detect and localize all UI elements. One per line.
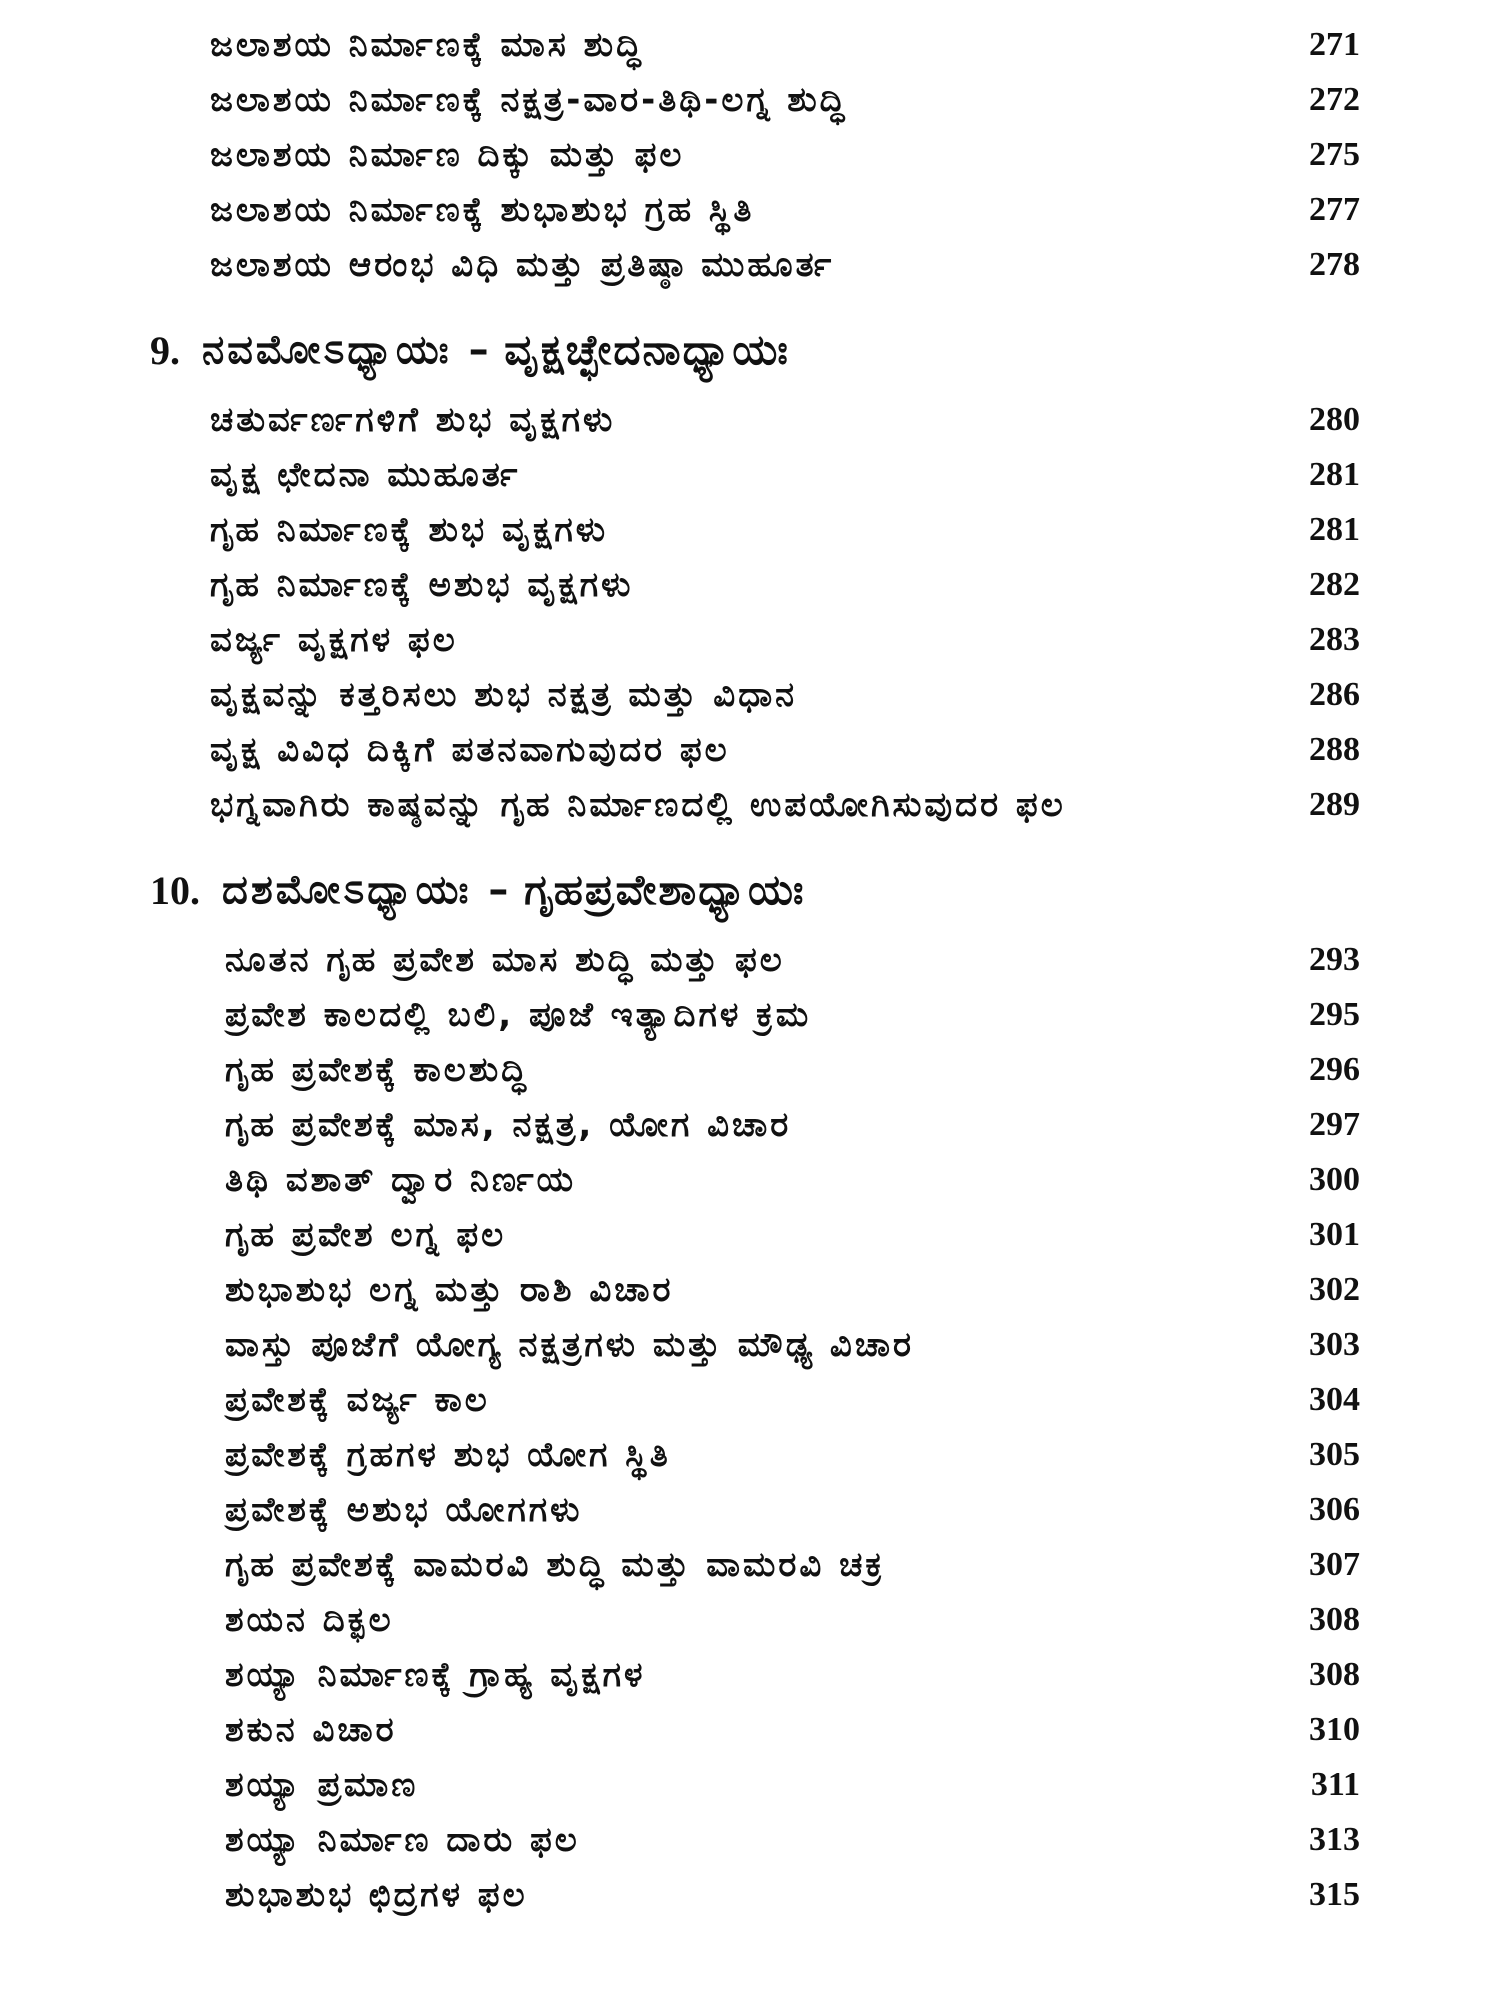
toc-entry-title: ಗೃಹ ಪ್ರವೇಶಕ್ಕೆ ಮಾಸ, ನಕ್ಷತ್ರ, ಯೋಗ ವಿಚಾರ: [225, 1105, 792, 1145]
toc-entry: [210, 560, 1360, 610]
toc-entry-page: 288: [1309, 731, 1360, 768]
toc-entry-title: ಗೃಹ ಪ್ರವೇಶಕ್ಕೆ ವಾಮರವಿ ಶುದ್ಧಿ ಮತ್ತು ವಾಮರವಿ ಚಕ್ರ: [225, 1545, 886, 1585]
toc-entry-page: 271: [1309, 26, 1360, 63]
toc-entry-page: 295: [1309, 996, 1360, 1033]
toc-entry-page: 277: [1309, 191, 1360, 228]
toc-entry: [225, 1650, 1360, 1700]
toc-entry-page: 311: [1310, 1766, 1360, 1803]
toc-entry-title: ವಾಸ್ತು ಪೂಜೆಗೆ ಯೋಗ್ಯ ನಕ್ಷತ್ರಗಳು ಮತ್ತು ಮೌಢ್ಯ ವಿಚಾರ: [225, 1325, 915, 1365]
toc-entry-title: ಶಯ್ಯಾ ನಿರ್ಮಾಣಕ್ಕೆ ಗ್ರಾಹ್ಯ ವೃಕ್ಷಗಳ: [225, 1655, 646, 1695]
toc-entry-title: ಭಗ್ನವಾಗಿರು ಕಾಷ್ಠವನ್ನು ಗೃಹ ನಿರ್ಮಾಣದಲ್ಲಿ ಉಪಯೋಗಿಸುವುದರ ಫಲ: [210, 785, 1066, 825]
toc-entry-title: ಪ್ರವೇಶಕ್ಕೆ ಅಶುಭ ಯೋಗಗಳು: [225, 1490, 583, 1530]
toc-entry: [210, 395, 1360, 445]
toc-entry-page: 275: [1309, 136, 1360, 173]
toc-entry: [210, 450, 1360, 500]
toc-entry-page: 308: [1309, 1601, 1360, 1638]
toc-entry-title: ಜಲಾಶಯ ನಿರ್ಮಾಣಕ್ಕೆ ಶುಭಾಶುಭ ಗ್ರಹ ಸ್ಥಿತಿ: [210, 190, 755, 230]
toc-entry-page: 293: [1309, 941, 1360, 978]
toc-entry-title: ಶಯನ ದಿಕ್ಫಲ: [225, 1600, 394, 1640]
toc-entry-title: ಶುಭಾಶುಭ ಛಿದ್ರಗಳ ಫಲ: [225, 1875, 528, 1915]
toc-entry-title: ತಿಥಿ ವಶಾತ್ ದ್ವಾರ ನಿರ್ಣಯ: [225, 1160, 577, 1200]
toc-entry: [225, 1485, 1360, 1535]
toc-entry-page: 304: [1309, 1381, 1360, 1418]
toc-entry-title: ವೃಕ್ಷ ಛೇದನಾ ಮುಹೂರ್ತ: [210, 455, 521, 495]
toc-entry: [225, 1045, 1360, 1095]
toc-entry-title: ನೂತನ ಗೃಹ ಪ್ರವೇಶ ಮಾಸ ಶುದ್ಧಿ ಮತ್ತು ಫಲ: [225, 940, 785, 980]
toc-entry-page: 297: [1309, 1106, 1360, 1143]
toc-entry: [225, 1540, 1360, 1590]
toc-entry-page: 301: [1309, 1216, 1360, 1253]
toc-entry-page: 303: [1309, 1326, 1360, 1363]
chapter-subtitle: ವೃಕ್ಷಚ್ಛೇದನಾಧ್ಯಾಯಃ: [504, 325, 790, 374]
toc-entry: [225, 1375, 1360, 1425]
toc-entry-title: ಜಲಾಶಯ ನಿರ್ಮಾಣಕ್ಕೆ ನಕ್ಷತ್ರ-ವಾರ-ತಿಥಿ-ಲಗ್ನ ಶುದ್ಧಿ: [210, 80, 848, 120]
toc-entry: [225, 1595, 1360, 1645]
toc-entry: [210, 505, 1360, 555]
toc-entry-page: 280: [1309, 401, 1360, 438]
toc-entry: [225, 990, 1360, 1040]
toc-entry-title: ಜಲಾಶಯ ನಿರ್ಮಾಣ ದಿಕ್ಕು ಮತ್ತು ಫಲ: [210, 135, 685, 175]
toc-entry: [210, 615, 1360, 665]
toc-entry-page: 306: [1309, 1491, 1360, 1528]
toc-entry-page: 305: [1309, 1436, 1360, 1473]
toc-entry: [225, 1705, 1360, 1755]
toc-entry-title: ಶಕುನ ವಿಚಾರ: [225, 1710, 397, 1750]
toc-entry: [225, 1155, 1360, 1205]
toc-entry-title: ಶಯ್ಯಾ ನಿರ್ಮಾಣ ದಾರು ಫಲ: [225, 1820, 580, 1860]
toc-entry: [225, 1100, 1360, 1150]
chapter-title: ನವಮೋಽಧ್ಯಾಯಃ –: [202, 327, 492, 373]
toc-entry-title: ಜಲಾಶಯ ಆರಂಭ ವಿಧಿ ಮತ್ತು ಪ್ರತಿಷ್ಠಾ ಮುಹೂರ್ತ: [210, 245, 835, 285]
toc-entry: [225, 1265, 1360, 1315]
toc-entry: [225, 1320, 1360, 1370]
toc-entry-page: 296: [1309, 1051, 1360, 1088]
toc-entry-page: 272: [1309, 81, 1360, 118]
toc-entry-title: ಗೃಹ ಪ್ರವೇಶ ಲಗ್ನ ಫಲ: [225, 1215, 507, 1255]
toc-entry-page: 286: [1309, 676, 1360, 713]
toc-entry-page: 289: [1309, 786, 1360, 823]
toc-entry-title: ಗೃಹ ನಿರ್ಮಾಣಕ್ಕೆ ಅಶುಭ ವೃಕ್ಷಗಳು: [210, 565, 634, 605]
toc-entry-title: ಪ್ರವೇಶ ಕಾಲದಲ್ಲಿ ಬಲಿ, ಪೂಜೆ ಇತ್ಯಾದಿಗಳ ಕ್ರಮ: [225, 995, 812, 1035]
toc-entry-page: 307: [1309, 1546, 1360, 1583]
toc-entry-page: 278: [1309, 246, 1360, 283]
toc-entry-title: ಪ್ರವೇಶಕ್ಕೆ ವರ್ಜ್ಯ ಕಾಲ: [225, 1380, 490, 1420]
toc-entry-page: 302: [1309, 1271, 1360, 1308]
toc-entry: [210, 670, 1360, 720]
toc-entry-page: 283: [1309, 621, 1360, 658]
chapter-subtitle: ಗೃಹಪ್ರವೇಶಾಧ್ಯಾಯಃ: [524, 865, 806, 914]
toc-entry-page: 300: [1309, 1161, 1360, 1198]
toc-entry: [210, 130, 1360, 180]
toc-entry-title: ವೃಕ್ಷ ವಿವಿಧ ದಿಕ್ಕಿಗೆ ಪತನವಾಗುವುದರ ಫಲ: [210, 730, 730, 770]
toc-entry-title: ವರ್ಜ್ಯ ವೃಕ್ಷಗಳ ಫಲ: [210, 620, 458, 660]
toc-entry: [225, 1815, 1360, 1865]
toc-entry-title: ಪ್ರವೇಶಕ್ಕೆ ಗ್ರಹಗಳ ಶುಭ ಯೋಗ ಸ್ಥಿತಿ: [225, 1435, 671, 1475]
toc-entry-page: 310: [1309, 1711, 1360, 1748]
chapter-10-heading: [150, 860, 805, 920]
toc-entry: [225, 1870, 1360, 1920]
toc-entry: [210, 780, 1360, 830]
chapter-number: 10.: [150, 867, 200, 913]
toc-entry: [210, 185, 1360, 235]
toc-entry-page: 313: [1309, 1821, 1360, 1858]
toc-entry: [225, 1760, 1360, 1810]
toc-entry: [225, 1430, 1360, 1480]
toc-entry: [225, 1210, 1360, 1260]
chapter-title: ದಶಮೋಽಧ್ಯಾಯಃ –: [222, 867, 512, 913]
toc-entry: [225, 935, 1360, 985]
toc-entry-page: 315: [1309, 1876, 1360, 1913]
chapter-number: 9.: [150, 327, 180, 373]
toc-entry: [210, 725, 1360, 775]
toc-entry-page: 282: [1309, 566, 1360, 603]
toc-entry-title: ಗೃಹ ನಿರ್ಮಾಣಕ್ಕೆ ಶುಭ ವೃಕ್ಷಗಳು: [210, 510, 609, 550]
toc-entry-page: 281: [1309, 511, 1360, 548]
toc-entry-page: 281: [1309, 456, 1360, 493]
toc-entry-title: ಜಲಾಶಯ ನಿರ್ಮಾಣಕ್ಕೆ ಮಾಸ ಶುದ್ಧಿ: [210, 25, 644, 65]
toc-entry-title: ಶುಭಾಶುಭ ಲಗ್ನ ಮತ್ತು ರಾಶಿ ವಿಚಾರ: [225, 1270, 674, 1310]
toc-entry: [210, 20, 1360, 70]
toc-entry: [210, 75, 1360, 125]
toc-entry-title: ಗೃಹ ಪ್ರವೇಶಕ್ಕೆ ಕಾಲಶುದ್ಧಿ: [225, 1050, 529, 1090]
toc-entry-title: ಚತುರ್ವರ್ಣಗಳಿಗೆ ಶುಭ ವೃಕ್ಷಗಳು: [210, 400, 616, 440]
toc-entry-page: 308: [1309, 1656, 1360, 1693]
toc-entry: [210, 240, 1360, 290]
toc-entry-title: ಶಯ್ಯಾ ಪ್ರಮಾಣ: [225, 1765, 419, 1805]
toc-entry-title: ವೃಕ್ಷವನ್ನು ಕತ್ತರಿಸಲು ಶುಭ ನಕ್ಷತ್ರ ಮತ್ತು ವಿಧಾನ: [210, 675, 798, 715]
chapter-9-heading: [150, 320, 790, 380]
